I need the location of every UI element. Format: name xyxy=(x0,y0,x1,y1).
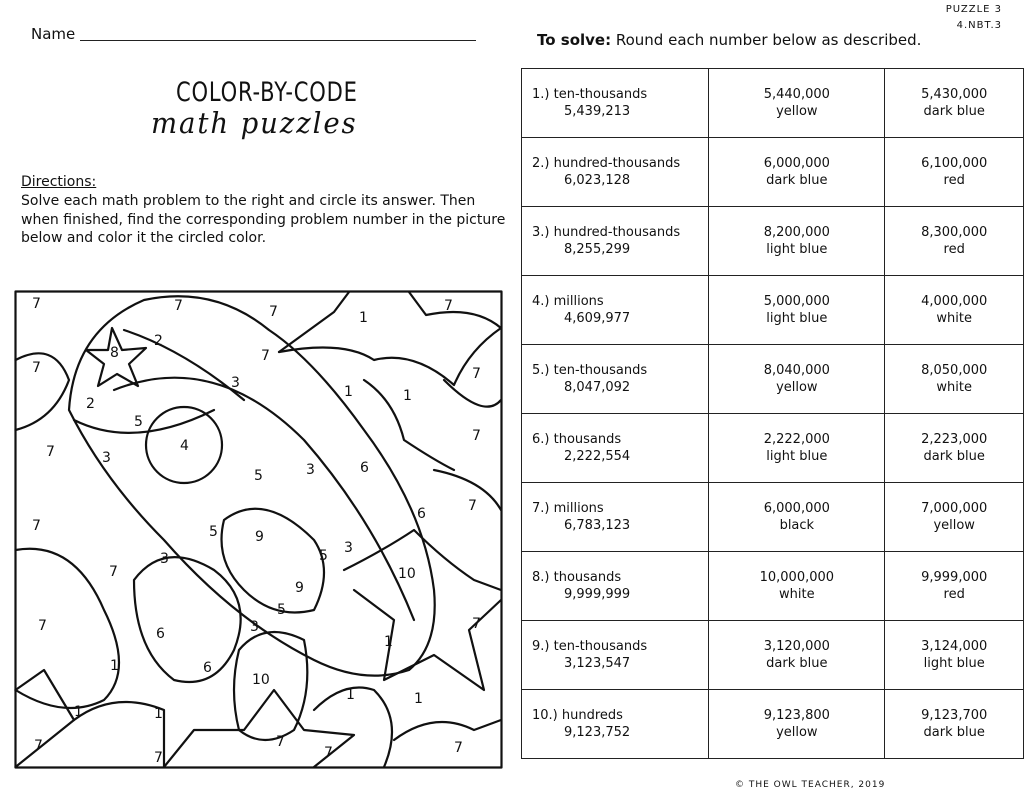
region-number: 3 xyxy=(160,551,169,567)
region-number: 5 xyxy=(209,524,218,540)
region-number: 5 xyxy=(134,414,143,430)
option-2-value: 9,999,000 xyxy=(921,570,988,585)
option-2-cell[interactable] xyxy=(885,276,1024,345)
option-1-cell[interactable] xyxy=(709,276,885,345)
option-2-color: dark blue xyxy=(923,104,985,119)
region-number: 3 xyxy=(231,375,240,391)
region-number: 1 xyxy=(74,704,83,720)
problem-row xyxy=(522,276,1024,345)
region-number: 7 xyxy=(261,348,270,364)
option-2-value: 5,430,000 xyxy=(921,87,988,102)
problem-cell xyxy=(522,345,709,414)
region-number: 3 xyxy=(306,462,315,478)
problem-cell xyxy=(522,552,709,621)
region-number: 7 xyxy=(46,444,55,460)
option-2-color: red xyxy=(943,173,965,188)
region-number: 7 xyxy=(38,618,47,634)
problem-number: 2,222,554 xyxy=(564,449,631,464)
option-2-value: 2,223,000 xyxy=(921,432,988,447)
problem-label: 7.) millions xyxy=(532,501,604,516)
option-1-value: 5,000,000 xyxy=(763,294,830,309)
option-1-value: 2,222,000 xyxy=(763,432,830,447)
region-number: 1 xyxy=(403,388,412,404)
region-number: 7 xyxy=(468,498,477,514)
option-2-color: dark blue xyxy=(923,449,985,464)
color-by-number-picture xyxy=(14,290,504,770)
name-label: Name xyxy=(31,25,76,43)
region-number: 10 xyxy=(398,566,416,582)
region-number: 1 xyxy=(384,634,393,650)
region-number: 7 xyxy=(154,750,163,766)
option-1-cell[interactable] xyxy=(709,345,885,414)
option-2-cell[interactable] xyxy=(885,345,1024,414)
title-line2: math puzzles xyxy=(151,106,358,140)
region-number: 7 xyxy=(269,304,278,320)
region-number: 7 xyxy=(472,616,481,632)
problem-label: 9.) ten-thousands xyxy=(532,639,648,654)
problem-number: 6,023,128 xyxy=(564,173,631,188)
option-1-value: 8,200,000 xyxy=(763,225,830,240)
region-number: 1 xyxy=(154,706,163,722)
region-number: 3 xyxy=(102,450,111,466)
region-number: 7 xyxy=(32,518,41,534)
star-top-right-edge xyxy=(409,292,501,328)
problem-label: 6.) thousands xyxy=(532,432,622,447)
region-number: 3 xyxy=(344,540,353,556)
option-2-color: dark blue xyxy=(923,725,985,740)
option-2-color: yellow xyxy=(933,518,975,533)
option-1-value: 9,123,800 xyxy=(763,708,830,723)
option-2-color: red xyxy=(943,587,965,602)
region-number: 7 xyxy=(472,366,481,382)
option-1-cell[interactable] xyxy=(709,207,885,276)
answer-table xyxy=(521,68,1024,759)
option-2-value: 6,100,000 xyxy=(921,156,988,171)
option-1-value: 5,440,000 xyxy=(763,87,830,102)
option-2-cell[interactable] xyxy=(885,414,1024,483)
option-1-cell[interactable] xyxy=(709,138,885,207)
region-number: 7 xyxy=(454,740,463,756)
solve-instruction xyxy=(537,31,921,49)
option-1-color: light blue xyxy=(766,311,828,326)
option-1-color: dark blue xyxy=(766,173,828,188)
problem-number: 4,609,977 xyxy=(564,311,631,326)
problem-row xyxy=(522,621,1024,690)
problem-label: 4.) millions xyxy=(532,294,604,309)
region-number: 5 xyxy=(319,548,328,564)
region-number: 7 xyxy=(174,298,183,314)
option-2-value: 3,124,000 xyxy=(921,639,988,654)
option-1-cell[interactable] xyxy=(709,552,885,621)
problem-number: 9,123,752 xyxy=(564,725,631,740)
region-number: 6 xyxy=(203,660,212,676)
problem-label: 8.) thousands xyxy=(532,570,622,585)
region-number: 5 xyxy=(277,602,286,618)
problem-cell xyxy=(522,690,709,759)
option-2-color: red xyxy=(943,242,965,257)
problem-number: 3,123,547 xyxy=(564,656,631,671)
option-1-color: dark blue xyxy=(766,656,828,671)
option-2-value: 7,000,000 xyxy=(921,501,988,516)
problem-row xyxy=(522,207,1024,276)
option-1-value: 6,000,000 xyxy=(763,156,830,171)
option-2-cell[interactable] xyxy=(885,552,1024,621)
option-2-value: 4,000,000 xyxy=(921,294,988,309)
directions-heading: Directions: xyxy=(21,174,97,190)
problem-row xyxy=(522,483,1024,552)
option-1-cell[interactable] xyxy=(709,621,885,690)
option-1-color: yellow xyxy=(776,725,818,740)
option-2-value: 8,050,000 xyxy=(921,363,988,378)
option-1-color: yellow xyxy=(776,104,818,119)
region-number: 2 xyxy=(154,333,163,349)
problem-label: 2.) hundred-thousands xyxy=(532,156,681,171)
option-2-cell[interactable] xyxy=(885,207,1024,276)
option-1-color: light blue xyxy=(766,449,828,464)
region-number: 2 xyxy=(86,396,95,412)
option-2-cell[interactable] xyxy=(885,483,1024,552)
region-number: 7 xyxy=(444,298,453,314)
option-2-cell[interactable] xyxy=(885,69,1024,138)
problem-row xyxy=(522,69,1024,138)
title-line1: COLOR-BY-CODE xyxy=(176,77,358,108)
region-number: 6 xyxy=(417,506,426,522)
problem-row xyxy=(522,552,1024,621)
problem-cell xyxy=(522,207,709,276)
option-2-cell[interactable] xyxy=(885,621,1024,690)
region-number: 3 xyxy=(250,619,259,635)
problem-cell xyxy=(522,138,709,207)
problem-cell xyxy=(522,621,709,690)
region-number: 4 xyxy=(180,438,189,454)
problem-number: 8,255,299 xyxy=(564,242,631,257)
option-1-value: 3,120,000 xyxy=(763,639,830,654)
directions-text: Solve each math problem to the right and circle its answer. Then when finished, find the corresponding problem number in the picture below and color it the circled color. xyxy=(21,193,506,246)
problem-label: 10.) hundreds xyxy=(532,708,623,723)
problem-row xyxy=(522,345,1024,414)
region-number: 1 xyxy=(346,687,355,703)
option-2-color: white xyxy=(936,311,972,326)
region-number: 9 xyxy=(295,580,304,596)
solve-text: Round each number below as described. xyxy=(611,31,922,49)
problem-number: 5,439,213 xyxy=(564,104,631,119)
option-2-color: light blue xyxy=(923,656,985,671)
problem-label: 5.) ten-thousands xyxy=(532,363,648,378)
region-number: 6 xyxy=(360,460,369,476)
region-number: 1 xyxy=(359,310,368,326)
problem-cell xyxy=(522,414,709,483)
region-number: 7 xyxy=(472,428,481,444)
region-number: 10 xyxy=(252,672,270,688)
region-number: 7 xyxy=(34,738,43,754)
problem-number: 9,999,999 xyxy=(564,587,631,602)
problem-number: 6,783,123 xyxy=(564,518,631,533)
flame-3 xyxy=(234,632,307,740)
option-1-value: 6,000,000 xyxy=(763,501,830,516)
option-2-color: white xyxy=(936,380,972,395)
star-top-left-edge xyxy=(279,292,349,352)
region-number: 8 xyxy=(110,345,119,361)
option-2-cell[interactable] xyxy=(885,138,1024,207)
problem-row xyxy=(522,138,1024,207)
region-number: 5 xyxy=(254,468,263,484)
option-1-cell[interactable] xyxy=(709,414,885,483)
problem-row xyxy=(522,690,1024,759)
region-number: 7 xyxy=(109,564,118,580)
solve-bold: To solve: xyxy=(537,31,612,49)
region-number: 7 xyxy=(276,734,285,750)
region-number: 9 xyxy=(255,529,264,545)
flame-1 xyxy=(134,557,241,682)
region-number: 6 xyxy=(156,626,165,642)
problem-row xyxy=(522,414,1024,483)
option-1-color: black xyxy=(779,518,815,533)
option-1-value: 10,000,000 xyxy=(759,570,835,585)
puzzle-label: PUZZLE 3 xyxy=(945,4,1002,15)
option-2-value: 8,300,000 xyxy=(921,225,988,240)
puzzle-id xyxy=(946,2,1002,34)
region-number: 1 xyxy=(110,658,119,674)
option-1-cell[interactable] xyxy=(709,690,885,759)
option-1-cell[interactable] xyxy=(709,483,885,552)
copyright-footer: © THE OWL TEACHER, 2019 xyxy=(735,780,886,790)
standard-label: 4.NBT.3 xyxy=(956,20,1002,31)
option-2-cell[interactable] xyxy=(885,690,1024,759)
option-2-value: 9,123,700 xyxy=(921,708,988,723)
problem-label: 1.) ten-thousands xyxy=(532,87,648,102)
region-number: 7 xyxy=(324,745,333,761)
problem-cell xyxy=(522,276,709,345)
region-number: 1 xyxy=(414,691,423,707)
problem-cell xyxy=(522,69,709,138)
region-number: 7 xyxy=(32,360,41,376)
region-number: 7 xyxy=(32,296,41,312)
option-1-color: white xyxy=(779,587,815,602)
option-1-value: 8,040,000 xyxy=(763,363,830,378)
option-1-color: yellow xyxy=(776,380,818,395)
problem-number: 8,047,092 xyxy=(564,380,631,395)
problem-cell xyxy=(522,483,709,552)
problem-label: 3.) hundred-thousands xyxy=(532,225,681,240)
option-1-color: light blue xyxy=(766,242,828,257)
name-write-line[interactable] xyxy=(80,40,476,41)
option-1-cell[interactable] xyxy=(709,69,885,138)
region-number: 1 xyxy=(344,384,353,400)
